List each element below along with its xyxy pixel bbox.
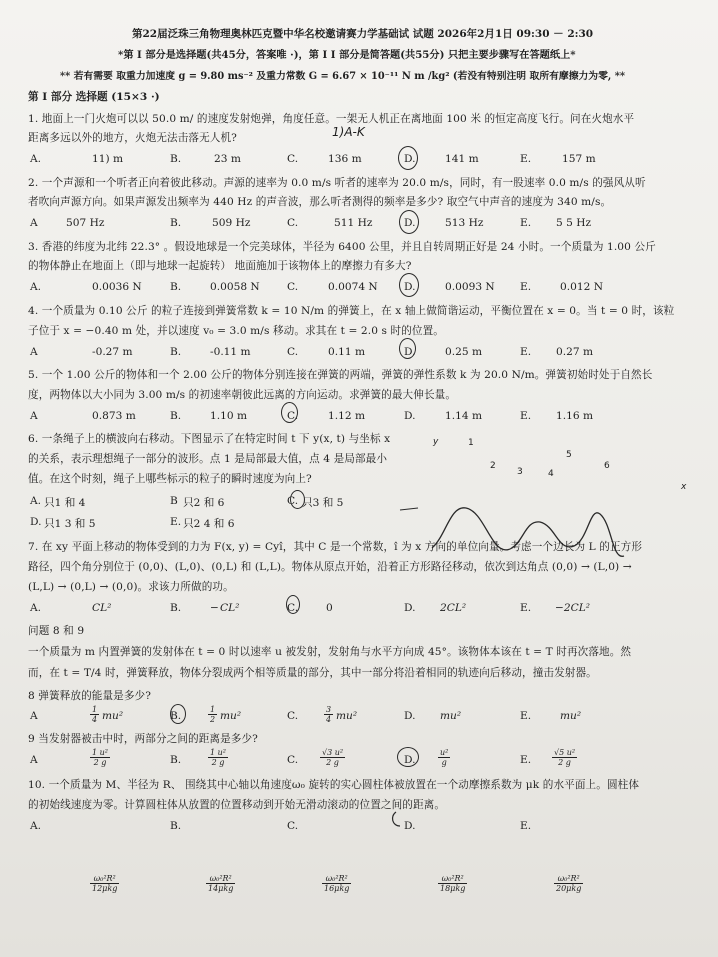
question-7-line-1: 7. 在 xy 平面上移动的物体受到的力为 F(x, y) = Cyî，其中 C 是一个常数，î 为 x 方向的单位向量。考虑一个边长为 L 的正方形 (28, 541, 643, 553)
option-letter: E. (520, 602, 532, 614)
option-value: −2CL² (555, 602, 591, 614)
question-2-line-1: 2. 一个声源和一个听者正向着彼此移动。声源的速率为 0.0 m/s 听者的速率为 20.0 m/s，同时，有一股速率 0.0 m/s 的强风从听 (28, 177, 646, 189)
option-fraction: $\frac{1}{2}$ (210, 705, 216, 724)
option-fraction: $\frac{\text{1 u²}}{2 g}$ (92, 748, 108, 767)
question-1-line-2: 距离多远以外的地方，火炮无法击落无人机? (28, 132, 237, 144)
question-7-line-2: 路径，四个角分别位于 (0,0)、(L,0)、(0,L) 和 (L,L)。物体从原点开始，沿着正方形路径移动，依次到达角点 (0,0) → (L,0) → (28, 561, 632, 573)
option-letter: E. (520, 346, 532, 358)
option-value: 0.012 N (560, 281, 603, 293)
option-fraction: $\frac{3}{4}$ (326, 705, 332, 724)
option-value: 509 Hz (212, 217, 251, 229)
option-value: 23 m (214, 153, 241, 165)
option-value: 只1 和 4 (44, 497, 86, 509)
x-axis-label: x (681, 482, 687, 492)
option-letter: C. (287, 495, 299, 507)
option-value: mu² (102, 710, 124, 722)
option-letter: A. (30, 820, 42, 832)
option-letter: D. (404, 217, 416, 229)
option-letter: D. (404, 754, 416, 766)
option-letter: A. (30, 495, 42, 507)
question-4-line-1: 4. 一个质量为 0.10 公斤 的粒子连接到弹簧常数 k = 10 N/m 的弹簧上，在 x 轴上做简谐运动，平衡位置在 x = 0。当 t = 0 时，该粒 (28, 305, 675, 317)
option-value: 0.0093 N (445, 281, 495, 293)
option-value: 0.25 m (445, 346, 483, 358)
option-letter: A (30, 754, 38, 766)
option-value: 5 5 Hz (556, 217, 592, 229)
option-value: 只2 4 和 6 (183, 518, 235, 530)
option-value: 2CL² (440, 602, 467, 614)
option-fraction: $\frac{\text{u²}}{g}$ (440, 748, 449, 767)
option-letter: B. (170, 217, 182, 229)
exam-title: 第22届泛珠三角物理奥林匹克暨中华名校邀请赛力学基础试 试题 2026年2月1日 09:30 － 2:30 (132, 28, 594, 40)
option-letter: C. (287, 410, 299, 422)
question-1-line-1: 1. 地面上一门火炮可以以 50.0 m/ 的速度发射炮弹，角度任意。一架无人机正在离地面 100 米 的恒定高度飞行。问在火炮水平 (28, 113, 635, 125)
option-letter: C. (287, 754, 299, 766)
option-fraction: ω₀²R² 18μkg (440, 874, 466, 893)
option-value: 1.16 m (556, 410, 594, 422)
option-value: 513 Hz (445, 217, 484, 229)
point-label: 3 (517, 467, 523, 477)
option-value: 0.873 m (92, 410, 136, 422)
option-letter: D. (404, 281, 416, 293)
option-value: 11) m (92, 153, 124, 165)
option-fraction: ω₀²R² 12μkg (92, 874, 118, 893)
section-heading: 第 I 部分 选择题 (15×3 ·) (28, 91, 160, 103)
option-value: -0.11 m (210, 346, 251, 358)
question-3-line-1: 3. 香港的纬度为北纬 22.3° 。假设地球是一个完美球体，半径为 6400 公里，并且自转周期正好是 24 小时。一个质量为 1.00 公斤 (28, 241, 656, 253)
option-value: CL² (92, 602, 112, 614)
option-letter: D. (404, 710, 416, 722)
option-value: -0.27 m (92, 346, 133, 358)
option-letter: B. (170, 153, 182, 165)
option-value: 只3 和 5 (302, 497, 344, 509)
option-letter: A. (30, 281, 42, 293)
option-letter: B. (170, 710, 182, 722)
option-letter: B. (170, 346, 182, 358)
point-label: 6 (604, 461, 610, 471)
q8-9-intro-line-2: 而，在 t = T/4 时，弹簧释放，物体分裂成两个相等质量的部分，其中一部分将沿着相同的轨迹向后移动，撞击发射器。 (28, 667, 597, 679)
option-letter: D. (30, 516, 42, 528)
option-letter: B. (170, 410, 182, 422)
option-letter: D. (404, 410, 416, 422)
point-label: 2 (490, 461, 496, 471)
question-5-line-1: 5. 一个 1.00 公斤的物体和一个 2.00 公斤的物体分别连接在弹簧的两端，弹簧的弹性系数 k 为 20.0 N/m。弹簧初始时处于自然长 (28, 369, 653, 381)
option-value: 157 m (562, 153, 596, 165)
option-fraction: $\frac{\text{√5 u²}}{2 g}$ (554, 748, 576, 767)
option-fraction: $\frac{1}{4}$ (92, 705, 98, 724)
question-4-line-2: 子位于 x = −0.40 m 处，并以速度 v₀ = 3.0 m/s 移动。求其在 t = 2.0 s 时的位置。 (28, 325, 444, 337)
option-value: 511 Hz (334, 217, 373, 229)
option-letter: B. (170, 281, 182, 293)
question-6-line-2: 的关系，表示理想绳子一部分的波形。点 1 是局部最大值，点 4 是局部最小 (28, 453, 388, 465)
option-sign: − (210, 602, 219, 614)
option-value: 0.0058 N (210, 281, 260, 293)
option-letter: B. (170, 820, 182, 832)
option-letter: E. (520, 820, 532, 832)
question-10-line-2: 的初始线速度为零。计算圆柱体从放置的位置移动到开始无滑动滚动的位置之间的距离。 (28, 799, 446, 811)
option-letter: B. (170, 602, 182, 614)
question-3-line-2: 的物体静止在地面上（即与地球一起旋转） 地面施加于该物体上的摩擦力有多大? (28, 260, 412, 272)
option-value: 141 m (445, 153, 479, 165)
handwritten-note: 1)A-K (332, 125, 365, 139)
option-fraction: ω₀²R² 20μkg (556, 874, 582, 893)
option-value: 只1 3 和 5 (44, 518, 96, 530)
option-fraction: ω₀²R² 14μkg (208, 874, 234, 893)
question-6-line-1: 6. 一条绳子上的横波向右移动。下图显示了在特定时间 t 下 y(x, t) 与坐标 x (28, 433, 391, 445)
question-7-line-3: (L,L) → (0,L) → (0,0)。求该力所做的功。 (28, 581, 234, 593)
option-fraction: $\frac{\text{1 u²}}{2 g}$ (210, 748, 226, 767)
question-10-line-1: 10. 一个质量为 M、半径为 R、 围绕其中心轴以角速度ω₀ 旋转的实心圆柱体被放置在一个动摩擦系数为 μk 的水平面上。圆柱体 (28, 779, 640, 791)
option-letter: D. (404, 820, 416, 832)
option-value: 0.11 m (328, 346, 366, 358)
option-letter: E. (520, 754, 532, 766)
option-value: mu² (440, 710, 462, 722)
option-value: mu² (336, 710, 358, 722)
q8-9-intro-line-1: 一个质量为 m 内置弹簧的发射体在 t = 0 时以速率 u 被发射，发射角与水平方向成 45°。该物体本该在 t = T 时再次落地。然 (28, 646, 632, 658)
option-letter: C. (287, 281, 299, 293)
option-letter: C. (287, 820, 299, 832)
option-letter: C. (287, 217, 299, 229)
option-value: 136 m (328, 153, 362, 165)
question-9-line-1: 9 当发射器被击中时，两部分之间的距离是多少? (28, 733, 258, 745)
option-value: 1.12 m (328, 410, 366, 422)
option-value: 1.14 m (445, 410, 483, 422)
option-letter: A. (30, 602, 42, 614)
option-value: 0.27 m (556, 346, 594, 358)
point-label: 1 (468, 438, 474, 448)
option-letter: C. (287, 602, 299, 614)
option-letter: C. (287, 153, 299, 165)
y-axis-label: y (433, 437, 439, 447)
option-letter: E. (520, 281, 532, 293)
option-value: 0 (326, 602, 333, 614)
option-letter: D. (404, 153, 416, 165)
option-letter: B. (170, 754, 182, 766)
option-letter: D. (404, 602, 416, 614)
option-value: 507 Hz (66, 217, 105, 229)
option-letter: E. (170, 516, 182, 528)
option-value: 0.0074 N (328, 281, 378, 293)
option-value: 1.10 m (210, 410, 248, 422)
option-letter: C. (287, 710, 299, 722)
option-letter: E. (520, 410, 532, 422)
option-letter: D. (404, 346, 416, 358)
option-letter: A (30, 346, 38, 358)
option-letter: A (30, 217, 38, 229)
point-label: 5 (566, 450, 572, 460)
option-value: mu² (220, 710, 242, 722)
point-label: 4 (548, 469, 554, 479)
q8-9-heading: 问题 8 和 9 (28, 625, 85, 637)
option-letter: E. (520, 710, 532, 722)
question-8-line-1: 8 弹簧释放的能量是多少? (28, 690, 152, 702)
question-6-line-3: 值。在这个时刻，绳子上哪些标示的粒子的瞬时速度为向上? (28, 473, 312, 485)
exam-subtitle: *第 I 部分是选择题(共45分，答案唯 ·)，第 I I 部分是简答题(共55分) 只把主要步骤写在答题纸上* (118, 49, 576, 61)
option-letter: A (30, 710, 38, 722)
option-letter: A. (30, 153, 42, 165)
option-fraction: $\frac{\text{√3 u²}}{2 g}$ (322, 748, 344, 767)
option-value: 0.0036 N (92, 281, 142, 293)
option-letter: B (170, 495, 178, 507)
option-value: 只2 和 6 (183, 497, 225, 509)
question-5-line-2: 度，两物体以大小同为 3.00 m/s 的初速率朝彼此远离的方向运动。求弹簧的最大伸长量。 (28, 389, 457, 401)
option-value: mu² (560, 710, 582, 722)
option-letter: C. (287, 346, 299, 358)
constants-note: ** 若有需要 取重力加速度 g = 9.80 ms⁻² 及重力常数 G = 6.67 × 10⁻¹¹ N m /kg² (若没有特别注明 取所有摩擦力为零, ** (60, 71, 625, 82)
question-2-line-2: 者吹向声源方向。如果声源发出频率为 440 Hz 的声音波，那么听者测得的频率是多少? 取空气中声音的速度为 340 m/s。 (28, 196, 612, 208)
option-value: CL² (220, 602, 240, 614)
option-fraction: ω₀²R² 16μkg (324, 874, 350, 893)
option-letter: E. (520, 217, 532, 229)
option-letter: E. (520, 153, 532, 165)
option-letter: A (30, 410, 38, 422)
